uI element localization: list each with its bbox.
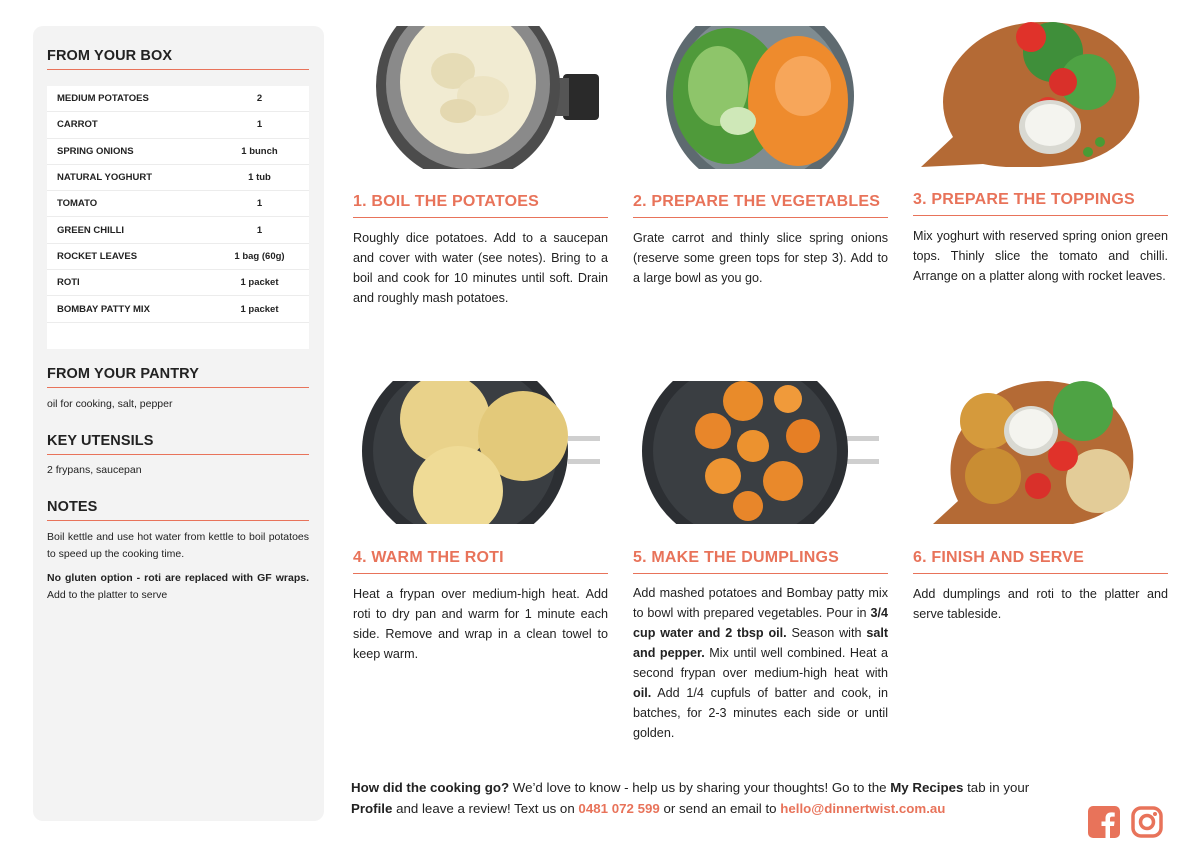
from-your-pantry-heading: FROM YOUR PANTRY: [47, 366, 309, 388]
step-1-body: Roughly dice potatoes. Add to a saucepan and cover with water (see notes). Bring to a boil and cook for 10 minutes until soft. Drain and roughly mash potatoes.: [353, 231, 608, 305]
feedback-footer: [351, 777, 1071, 819]
ingredient-row: [47, 139, 309, 165]
ingredient-name: CARROT: [57, 119, 98, 131]
step-5-title: 5. MAKE THE DUMPLINGS: [633, 549, 888, 574]
ingredient-row: [47, 244, 309, 270]
ingredient-row: [47, 165, 309, 191]
ingredient-name: ROCKET LEAVES: [57, 250, 138, 262]
footer-question: How did the cooking go?: [351, 780, 510, 795]
footer-text: or send an email to: [659, 801, 781, 816]
ingredient-qty: 1 tub: [248, 172, 271, 184]
step-5-salt-pepper: salt and pepper.: [633, 626, 889, 660]
ingredient-qty: 1 packet: [240, 303, 279, 315]
table-spacer: [47, 323, 309, 349]
from-your-box-heading: FROM YOUR BOX: [47, 48, 309, 70]
step-2-body: Grate carrot and thinly slice spring onions (reserve some green tops for step 3). Add to a large bowl as you go.: [633, 231, 888, 285]
step-5-photo: [633, 381, 888, 524]
ingredient-qty: 2: [256, 93, 263, 105]
step-2-title: 2. PREPARE THE VEGETABLES: [633, 193, 888, 218]
ingredient-qty: 1 bunch: [241, 145, 278, 157]
footer-text: tab in your: [963, 780, 1030, 795]
ingredient-qty: 1 packet: [240, 277, 279, 289]
ingredient-row: [47, 112, 309, 138]
ingredient-qty: 1 bag (60g): [234, 250, 285, 262]
step-1-title: 1. BOIL THE POTATOES: [353, 193, 608, 218]
step-5-text: Mix until well combined. Heat a second frypan over medium-high heat with: [633, 646, 888, 680]
facebook-icon[interactable]: [1088, 806, 1120, 838]
ingredient-row: [47, 270, 309, 296]
ingredient-name: NATURAL YOGHURT: [57, 172, 152, 184]
key-utensils-heading: KEY UTENSILS: [47, 433, 309, 455]
notes-heading: NOTES: [47, 499, 309, 521]
email-link[interactable]: hello@dinnertwist.com.au: [780, 801, 946, 816]
ingredient-name: BOMBAY PATTY MIX: [57, 303, 150, 315]
notes-gf: [47, 570, 309, 604]
pantry-text: oil for cooking, salt, pepper: [47, 398, 173, 410]
ingredient-name: SPRING ONIONS: [57, 145, 134, 157]
ingredient-qty: 1: [256, 119, 263, 131]
step-3-body: Mix yoghurt with reserved spring onion green tops. Thinly slice the tomato and chilli. Arrange on a platter along with rocket leaves.: [913, 229, 1168, 283]
ingredient-qty: 1: [256, 198, 263, 210]
step-2-photo: [633, 26, 888, 169]
step-5-oil: oil.: [633, 686, 652, 700]
step-3-photo: [913, 22, 1168, 167]
step-3-title: 3. PREPARE THE TOPPINGS: [913, 191, 1168, 216]
ingredient-row: [47, 217, 309, 243]
step-6-photo: [913, 381, 1168, 524]
ingredient-name: GREEN CHILLI: [57, 224, 125, 236]
step-6-title: 6. FINISH AND SERVE: [913, 549, 1168, 574]
footer-text: We’d love to know - help us by sharing your thoughts! Go to the: [509, 780, 891, 795]
step-5-body: [633, 583, 888, 743]
footer-text: and leave a review! Text us on: [392, 801, 579, 816]
step-4-title: 4. WARM THE ROTI: [353, 549, 608, 574]
ingredient-row: [47, 191, 309, 217]
ingredient-name: MEDIUM POTATOES: [57, 93, 149, 105]
utensils-text: 2 frypans, saucepan: [47, 464, 142, 476]
instagram-icon[interactable]: [1131, 806, 1163, 838]
step-1-photo: [353, 26, 608, 169]
step-5-text: Add mashed potatoes and Bombay patty mix to bowl with prepared vegetables. Pour in: [633, 586, 888, 620]
step-4-body: Heat a frypan over medium-high heat. Add roti to dry pan and warm for 1 minute each side. Remove and wrap in a clean towel to keep warm.: [353, 587, 608, 661]
ingredient-row: [47, 296, 309, 322]
step-5-water-oil: 3/4 cup water and 2 tbsp oil.: [633, 606, 888, 640]
ingredient-name: TOMATO: [57, 198, 98, 210]
step-5-text: Season with: [786, 626, 867, 640]
step-5-text: Add 1/4 cupfuls of batter and cook, in batches, for 2-3 minutes each side or until golden.: [633, 686, 888, 740]
notes-gf-rest: Add to the platter to serve: [47, 589, 168, 601]
my-recipes-link[interactable]: My Recipes: [890, 780, 964, 795]
phone-link[interactable]: 0481 072 599: [578, 801, 660, 816]
ingredient-name: ROTI: [57, 277, 80, 289]
step-4-photo: [353, 381, 608, 524]
ingredients-table: [47, 86, 309, 349]
notes-gf-bold: No gluten option - roti are replaced with GF wraps.: [47, 572, 309, 584]
profile-link[interactable]: Profile: [351, 801, 393, 816]
ingredient-row: [47, 86, 309, 112]
notes-text: Boil kettle and use hot water from kettle to boil potatoes to speed up the cooking time.: [47, 531, 309, 560]
step-6-body: Add dumplings and roti to the platter and serve tableside.: [913, 587, 1168, 621]
ingredient-qty: 1: [256, 224, 263, 236]
